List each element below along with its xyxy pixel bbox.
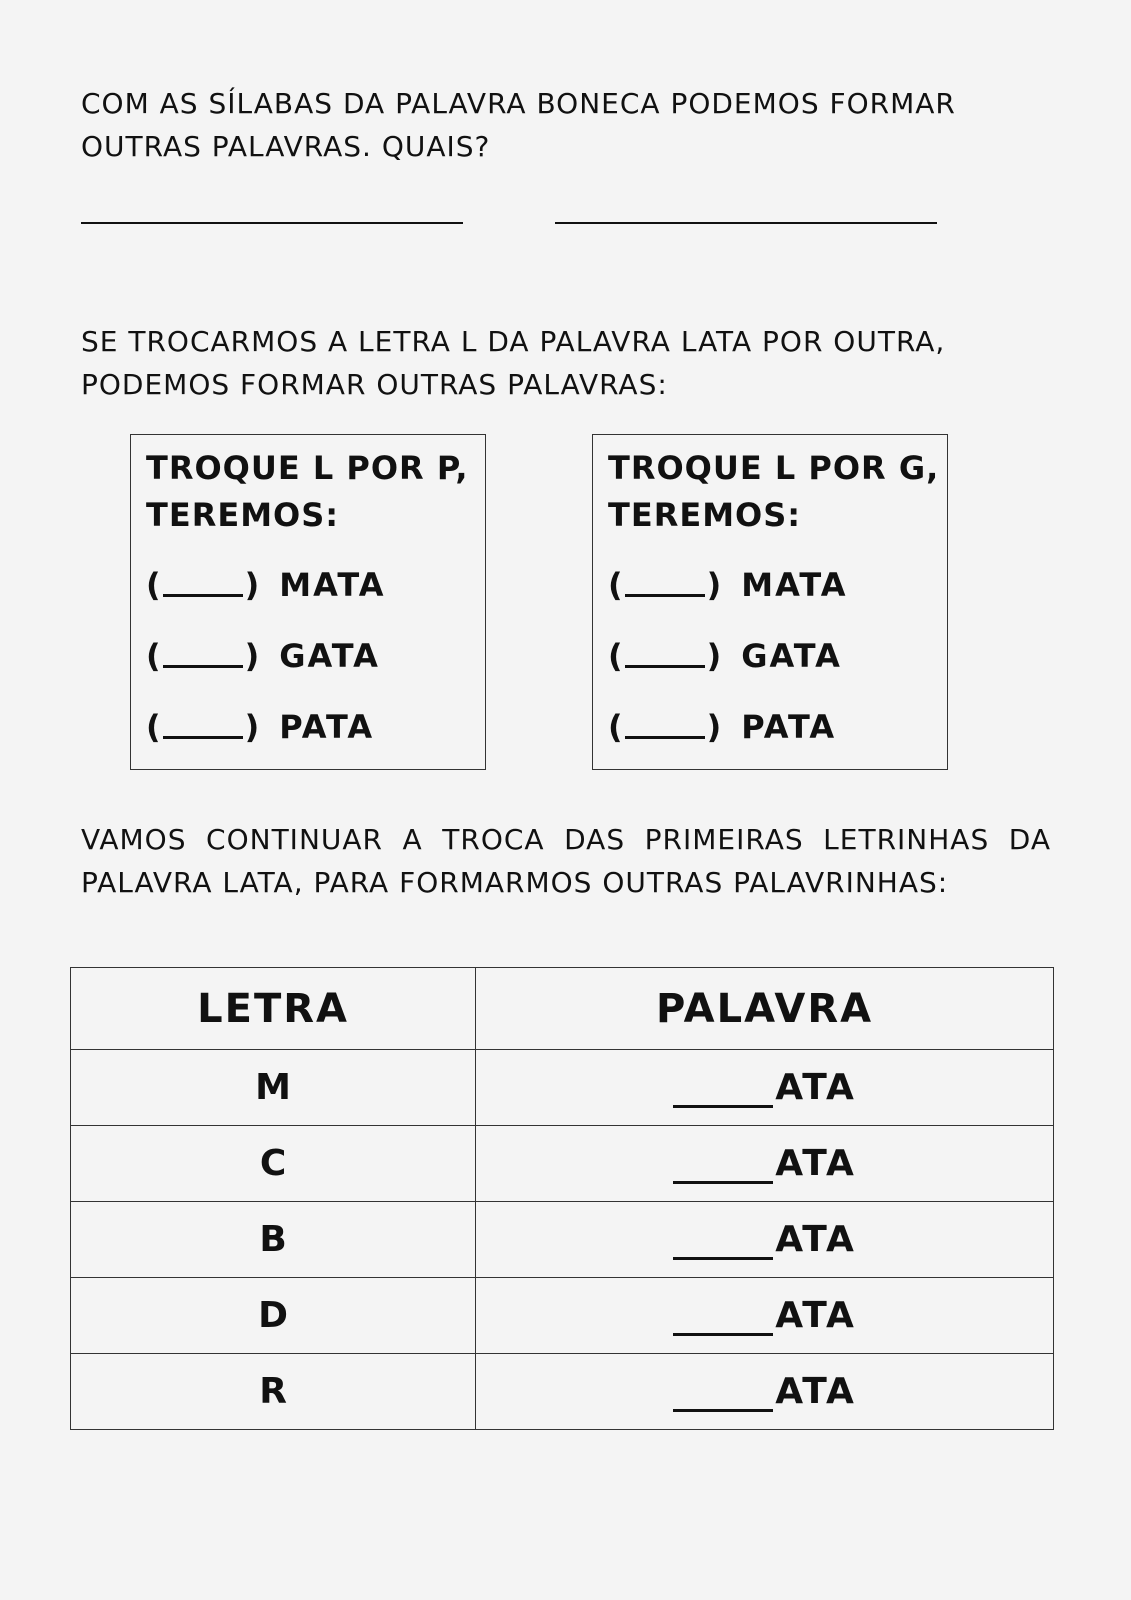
letter-cell: M [71,1050,476,1126]
word-cell [476,1126,1054,1202]
swap-box-p [130,434,486,770]
word-blank[interactable] [673,1075,773,1108]
instruction-swap-letter [81,320,1051,406]
option-blank[interactable] [625,572,705,597]
option-row: ( ) MATA [608,549,947,620]
box-heading [608,445,947,539]
option-blank[interactable] [163,643,243,668]
table-row [71,1354,1054,1430]
option-word: MATA [741,565,848,604]
word-suffix: ATA [775,1219,856,1260]
letter-cell: R [71,1354,476,1430]
option-row: ( ) MATA [146,549,485,620]
option-word: MATA [279,565,386,604]
letter-cell: C [71,1126,476,1202]
option-row: ( ) GATA [146,620,485,691]
answer-line-1[interactable] [81,222,463,224]
table-row [71,1126,1054,1202]
option-word: PATA [279,707,375,746]
option-word: PATA [741,707,837,746]
word-cell [476,1202,1054,1278]
instruction-line: PODEMOS FORMAR OUTRAS PALAVRAS: [81,368,668,401]
instruction-line: OUTRAS PALAVRAS. QUAIS? [81,130,491,163]
word-cell [476,1278,1054,1354]
header-letter: LETRA [71,968,476,1050]
word-cell [476,1354,1054,1430]
box-heading [146,445,485,539]
word-blank[interactable] [673,1303,773,1336]
table-row [71,1202,1054,1278]
instruction-line: SE TROCARMOS A LETRA L DA PALAVRA LATA POR OUTRA, [81,325,946,358]
word-suffix: ATA [775,1371,856,1412]
option-word: GATA [279,636,380,675]
box-heading-line: TEREMOS: [608,496,802,534]
instruction-continue: VAMOS CONTINUAR A TROCA DAS PRIMEIRAS LETRINHAS DA PALAVRA LATA, PARA FORMARMOS OUTRAS PALAVRINHAS: [81,823,1051,899]
letter-cell: D [71,1278,476,1354]
option-blank[interactable] [625,643,705,668]
word-suffix: ATA [775,1295,856,1336]
option-row: ( ) PATA [608,691,947,762]
option-word: GATA [741,636,842,675]
table-header-row [71,968,1054,1050]
option-blank[interactable] [163,714,243,739]
header-word: PALAVRA [476,968,1054,1050]
box-heading-line: TROQUE L POR P, [146,449,469,487]
instruction-line: COM AS SÍLABAS DA PALAVRA BONECA PODEMOS FORMAR [81,87,956,120]
word-suffix: ATA [775,1143,856,1184]
word-suffix: ATA [775,1067,856,1108]
box-heading-line: TROQUE L POR G, [608,449,940,487]
answer-line-2[interactable] [555,222,937,224]
box-heading-line: TEREMOS: [146,496,340,534]
letter-cell: B [71,1202,476,1278]
swap-box-g [592,434,948,770]
instruction-syllables [81,82,1051,168]
word-blank[interactable] [673,1151,773,1184]
table-row [71,1050,1054,1126]
option-row: ( ) PATA [146,691,485,762]
letter-substitution-table [70,967,1054,1430]
option-row: ( ) GATA [608,620,947,691]
word-blank[interactable] [673,1227,773,1260]
table-row [71,1278,1054,1354]
option-blank[interactable] [625,714,705,739]
word-cell [476,1050,1054,1126]
option-blank[interactable] [163,572,243,597]
word-blank[interactable] [673,1379,773,1412]
